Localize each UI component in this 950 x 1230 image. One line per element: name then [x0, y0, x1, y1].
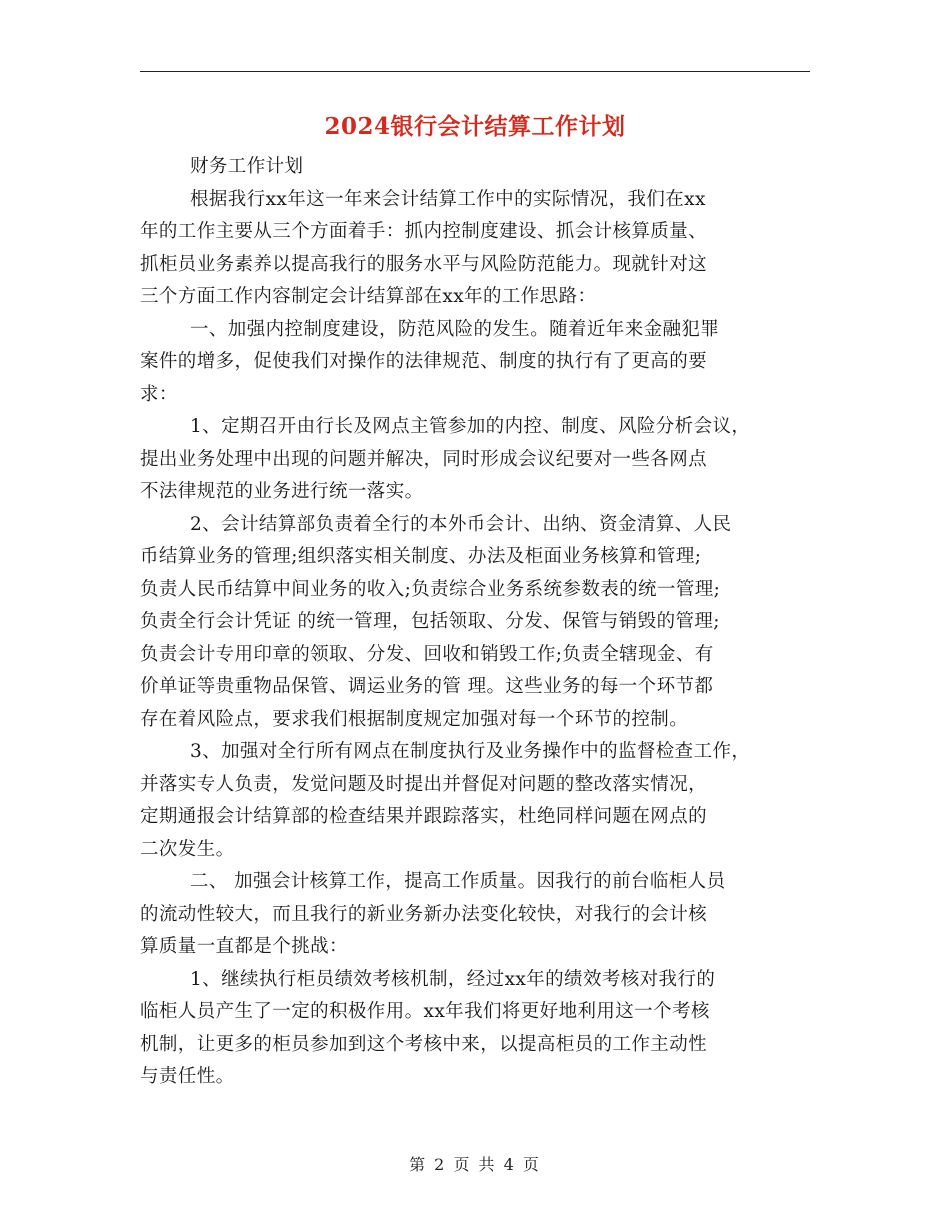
text-line: 一、加强内控制度建设，防范风险的发生。随着近年来金融犯罪	[190, 318, 720, 340]
text-line: 负责人民币结算中间业务的收入;负责综合业务系统参数表的统一管理;	[140, 578, 721, 600]
text-line: 价单证等贵重物品保管、调运业务的管 理。这些业务的每一个环节都	[140, 676, 714, 697]
text-line: 抓柜员业务素养以提高我行的服务水平与风险防范能力。现就针对这	[140, 253, 708, 275]
text-line: 的流动性较大，而且我行的新业务新办法变化较快，对我行的会计核	[140, 903, 708, 925]
text-line: 3、加强对全行所有网点在制度执行及业务操作中的监督检查工作，	[190, 741, 751, 762]
text-line: 负责全行会计凭证 的统一管理，包括领取、分发、保管与销毁的管理;	[140, 611, 720, 632]
text-line: 与责任性。	[140, 1066, 235, 1087]
document-body	[140, 151, 812, 1094]
text-line: 提出业务处理中出现的问题并解决，同时形成会议纪要对一些各网点	[140, 448, 708, 470]
header-rule	[140, 71, 810, 72]
text-line: 求：	[140, 383, 178, 405]
text-line: 1、定期召开由行长及网点主管参加的内控、制度、风险分析会议，	[190, 416, 751, 437]
text-line: 2、会计结算部负责着全行的本外币会计、出纳、资金清算、人民	[190, 513, 732, 535]
text-line: 根据我行xx年这一年来会计结算工作中的实际情况，我们在xx	[190, 188, 706, 210]
text-line: 财务工作计划	[190, 156, 304, 177]
text-line: 定期通报会计结算部的检查结果并跟踪落实，杜绝同样问题在网点的	[140, 806, 708, 827]
text-line: 币结算业务的管理;组织落实相关制度、办法及柜面业务核算和管理;	[140, 546, 702, 567]
text-line: 不法律规范的业务进行统一落实。	[140, 481, 424, 502]
text-line: 存在着风险点，要求我们根据制度规定加强对每一个环节的控制。	[140, 708, 689, 730]
text-line: 二次发生。	[140, 838, 235, 860]
text-line: 负责会计专用印章的领取、分发、回收和销毁工作;负责全辖现金、有	[140, 643, 714, 665]
page-footer: 第 2 页 共 4 页	[409, 1155, 541, 1174]
text-line: 并落实专人负责，发觉问题及时提出并督促对问题的整改落实情况，	[140, 773, 708, 795]
text-line: 机制，让更多的柜员参加到这个考核中来，以提高柜员的工作主动性	[140, 1033, 708, 1055]
text-line: 临柜人员产生了一定的积极作用。xx年我们将更好地利用这一个考核	[140, 1001, 710, 1022]
text-line: 算质量一直都是个挑战：	[140, 936, 348, 957]
text-line: 年的工作主要从三个方面着手：抓内控制度建设、抓会计核算质量、	[140, 221, 708, 242]
text-line: 二、 加强会计核算工作，提高工作质量。因我行的前台临柜人员	[190, 871, 726, 892]
text-line: 1、继续执行柜员绩效考核机制，经过xx年的绩效考核对我行的	[190, 968, 716, 990]
document-title: 2024银行会计结算工作计划	[324, 113, 626, 140]
text-line: 三个方面工作内容制定会计结算部在xx年的工作思路：	[140, 286, 597, 307]
text-line: 案件的增多，促使我们对操作的法律规范、制度的执行有了更高的要	[140, 351, 708, 372]
